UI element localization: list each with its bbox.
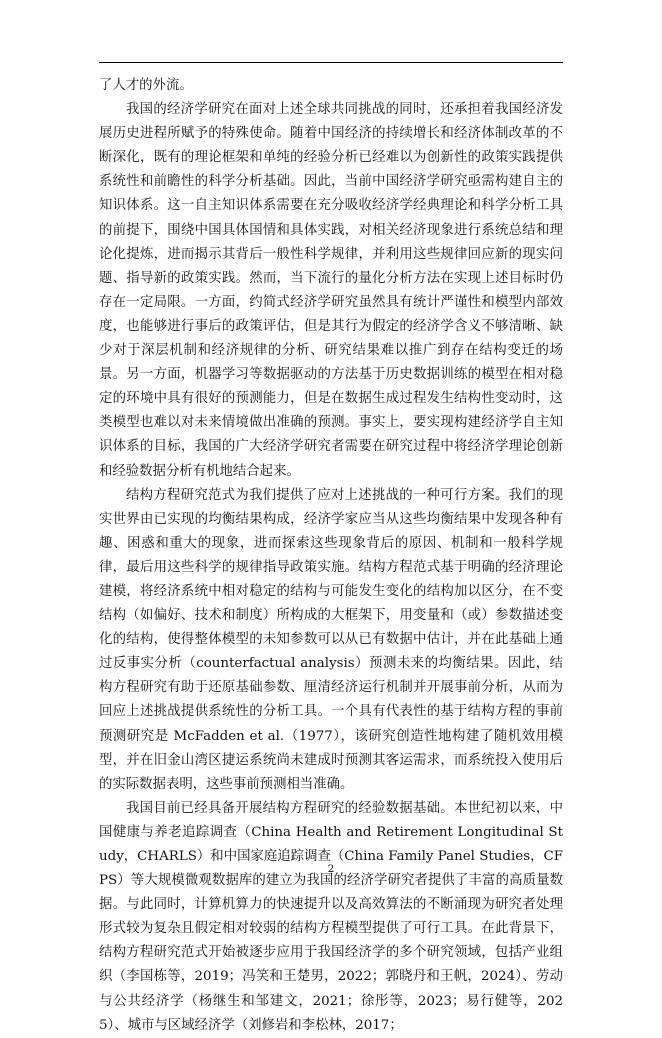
paragraph-data-foundation: 我国目前已经具备开展结构方程研究的经验数据基础。本世纪初以来，中国健康与养老追踪调查（China Health and Retirement Longitudinal Study，CHARLS）和中国家庭追踪调查（China Family Panel Studies，CFPS）等大规模微观数据库的建立为我国的经济学研究者提供了丰富的高质量数据。与此同时，计算机算力的快速提升以及高效算法的不断涌现为研究者处理形式较为复杂且假定相对较弱的结构方程模型提供了可行工具。在此背景下，结构方程研究范式开始被逐步应用于我国经济学的多个研究领域，包括产业组织（李国栋等，2019；冯笑和王楚男，2022；郭晓丹和王帆，2024）、劳动与公共经济学（杨继生和邹建文，2021；徐彤等，2023；易行健等，2025）、城市与区域经济学（刘修岩和李松林，2017；	[99, 800, 563, 1033]
header-rule	[99, 62, 563, 63]
page-number: 2	[327, 863, 335, 875]
paragraph-knowledge-system: 我国的经济学研究在面对上述全球共同挑战的同时，还承担着我国经济发展历史进程所赋予的特殊使命。随着中国经济的持续增长和经济体制改革的不断深化，既有的理论框架和单纯的经验分析已经难以为创新性的政策实践提供系统性和前瞻性的科学分析基础。因此，当前中国经济学研究亟需构建自主的知识体系。这一自主知识体系需要在充分吸收经济学经典理论和科学分析工具的前提下，围绕中国具体国情和具体实践，对相关经济现象进行系统总结和理论化提炼，进而揭示其背后一般性科学规律，并利用这些规律回应新的现实问题、指导新的政策实践。然而，当下流行的量化分析方法在实现上述目标时仍存在一定局限。一方面，约简式经济学研究虽然具有统计严谨性和模型内部效度，也能够进行事后的政策评估，但是其行为假定的经济学含义不够清晰、缺少对于深层机制和经济规律的分析、研究结果难以推广到存在结构变迁的场景。另一方面，机器学习等数据驱动的方法基于历史数据训练的模型在相对稳定的环境中具有很好的预测能力，但是在数据生成过程发生结构性变动时，这类模型也难以对未来情境做出准确的预测。事实上，要实现构建经济学自主知识体系的目标，我国的广大经济学研究者需要在研究过程中将经济学理论创新和经验数据分析有机地结合起来。	[99, 102, 563, 479]
body-text	[99, 74, 563, 1038]
paragraph-continuation: 了人才的外流。	[99, 78, 193, 93]
paragraph-structural-paradigm: 结构方程研究范式为我们提供了应对上述挑战的一种可行方案。我们的现实世界由已实现的均衡结果构成，经济学家应当从这些均衡结果中发现各种有趣、困惑和重大的现象，进而探索这些现象背后的原因、机制和一般科学规律，最后用这些科学的规律指导政策实施。结构方程范式基于明确的经济理论建模，将经济系统中相对稳定的结构与可能发生变化的结构加以区分，在不变结构（如偏好、技术和制度）所构成的大框架下，用变量和（或）参数描述变化的结构，使得整体模型的未知参数可以从已有数据中估计，并在此基础上通过反事实分析（counterfactual analysis）预测未来的均衡结果。因此，结构方程研究有助于还原基础参数、厘清经济运行机制并开展事前分析，从而为回应上述挑战提供系统性的分析工具。一个具有代表性的基于结构方程的事前预测研究是 McFadden et al.（1977），该研究创造性地构建了随机效用模型，并在旧金山湾区捷运系统尚未建成时预测其客运需求，而系统投入使用后的实际数据表明，这些事前预测相当准确。	[99, 487, 563, 792]
